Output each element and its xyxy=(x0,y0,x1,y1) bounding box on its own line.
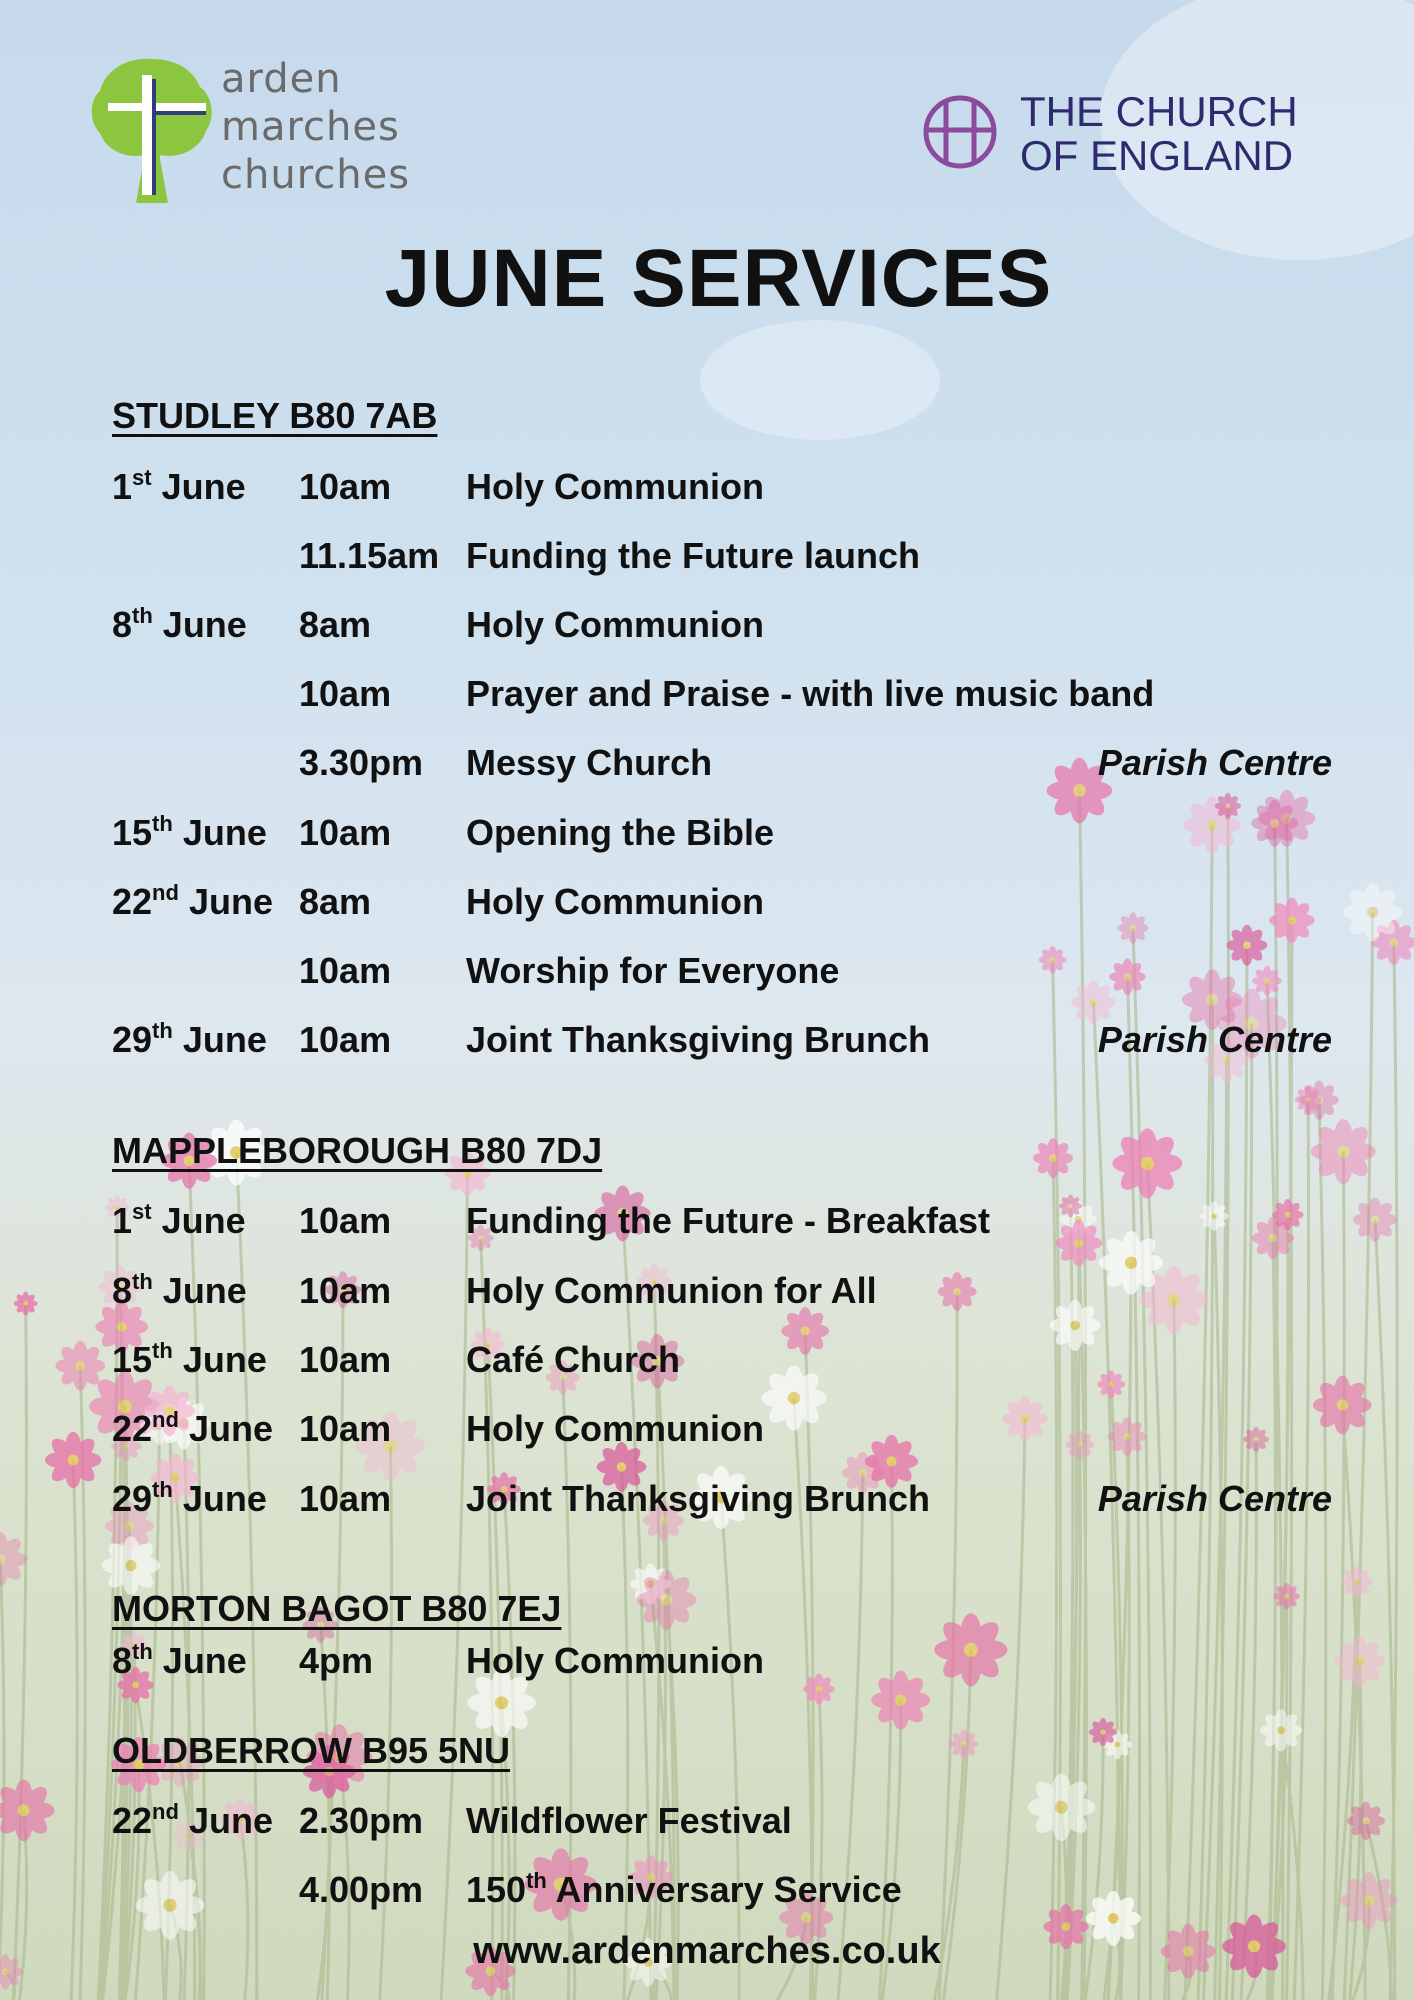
service-time: 10am xyxy=(299,1019,392,1060)
service-date: 29th June xyxy=(112,1018,267,1060)
service-row xyxy=(112,1408,1332,1456)
date-suffix: st xyxy=(132,1199,152,1224)
website-link[interactable]: www.ardenmarches.co.uk xyxy=(473,1930,941,1972)
service-time: 8am xyxy=(299,881,372,922)
service-date: 1st June xyxy=(112,465,246,507)
date-suffix: th xyxy=(132,1639,153,1664)
service-date: 22nd June xyxy=(112,1799,273,1841)
service-time: 3.30pm xyxy=(299,742,424,783)
service-row xyxy=(112,1800,1332,1848)
tree-cross-icon xyxy=(88,55,216,207)
logo-line: churches xyxy=(221,152,411,198)
service-time: 11.15am xyxy=(299,535,440,576)
logo-line: THE CHURCH xyxy=(1020,88,1298,135)
service-row xyxy=(112,1339,1332,1387)
service-row xyxy=(112,1869,1332,1917)
date-suffix: nd xyxy=(152,1407,179,1432)
logo-line: arden xyxy=(221,56,342,102)
service-name: Joint Thanksgiving Brunch xyxy=(466,1019,931,1060)
date-suffix: th xyxy=(152,811,173,836)
service-date: 1st June xyxy=(112,1199,246,1241)
service-name: Holy Communion xyxy=(466,1640,764,1681)
date-suffix: th xyxy=(132,1269,153,1294)
service-name: Holy Communion xyxy=(466,1408,764,1449)
service-date: 8th June xyxy=(112,1269,247,1311)
service-date: 22nd June xyxy=(112,1407,273,1449)
service-time: 2.30pm xyxy=(299,1800,424,1841)
service-time: 10am xyxy=(299,812,392,853)
service-row xyxy=(112,812,1332,860)
service-venue: Parish Centre xyxy=(1097,1478,1332,1519)
service-time: 10am xyxy=(299,1478,392,1519)
service-name: 150th Anniversary Service xyxy=(466,1868,902,1910)
service-name: Opening the Bible xyxy=(466,812,775,853)
church-of-england-wordmark xyxy=(1020,90,1298,178)
church-cross-icon xyxy=(920,92,1000,172)
date-suffix: nd xyxy=(152,1799,179,1824)
date-suffix: th xyxy=(152,1477,173,1502)
service-name: Funding the Future - Breakfast xyxy=(466,1200,991,1241)
arden-marches-wordmark xyxy=(221,55,410,199)
logo-line: OF ENGLAND xyxy=(1020,132,1294,179)
service-time: 10am xyxy=(299,1339,392,1380)
service-name: Worship for Everyone xyxy=(466,950,840,991)
ordinal-suffix: th xyxy=(526,1868,547,1893)
date-suffix: st xyxy=(132,465,152,490)
service-time: 4.00pm xyxy=(299,1869,424,1910)
service-time: 10am xyxy=(299,950,392,991)
date-suffix: nd xyxy=(152,880,179,905)
service-name: Messy Church xyxy=(466,742,713,783)
service-name: Wildflower Festival xyxy=(466,1800,792,1841)
service-row xyxy=(112,1019,1332,1067)
service-row xyxy=(112,535,1332,583)
service-name: Holy Communion xyxy=(466,604,764,645)
service-row xyxy=(112,673,1332,721)
service-date: 8th June xyxy=(112,1639,247,1681)
section-heading: OLDBERROW B95 5NU xyxy=(112,1730,511,1771)
service-time: 4pm xyxy=(299,1640,374,1681)
section-heading: MORTON BAGOT B80 7EJ xyxy=(112,1588,562,1629)
service-time: 10am xyxy=(299,1408,392,1449)
service-name: Holy Communion for All xyxy=(466,1270,877,1311)
service-time: 10am xyxy=(299,1200,392,1241)
service-date: 8th June xyxy=(112,603,247,645)
service-name: Prayer and Praise - with live music band xyxy=(466,673,1155,714)
page-title: JUNE SERVICES xyxy=(384,233,1053,324)
church-of-england-logo xyxy=(920,90,1340,180)
section-heading: STUDLEY B80 7AB xyxy=(112,395,438,436)
arden-marches-logo xyxy=(88,55,468,215)
logo-line: marches xyxy=(221,104,400,150)
service-name: Holy Communion xyxy=(466,881,764,922)
service-row xyxy=(112,1640,1332,1688)
service-time: 10am xyxy=(299,1270,392,1311)
service-time: 10am xyxy=(299,466,392,507)
date-suffix: th xyxy=(152,1018,173,1043)
section-heading: MAPPLEBOROUGH B80 7DJ xyxy=(112,1130,603,1171)
date-suffix: th xyxy=(132,603,153,628)
service-row xyxy=(112,742,1332,790)
service-row xyxy=(112,1270,1332,1318)
service-date: 22nd June xyxy=(112,880,273,922)
service-venue: Parish Centre xyxy=(1097,1019,1332,1060)
service-row xyxy=(112,1200,1332,1248)
date-suffix: th xyxy=(152,1338,173,1363)
service-date: 15th June xyxy=(112,811,267,853)
service-name: Funding the Future launch xyxy=(466,535,920,576)
service-name: Joint Thanksgiving Brunch xyxy=(466,1478,931,1519)
service-time: 8am xyxy=(299,604,372,645)
service-date: 29th June xyxy=(112,1477,267,1519)
service-date: 15th June xyxy=(112,1338,267,1380)
service-venue: Parish Centre xyxy=(1097,742,1332,783)
service-row xyxy=(112,466,1332,514)
service-name: Café Church xyxy=(466,1339,681,1380)
service-row xyxy=(112,950,1332,998)
service-row xyxy=(112,1478,1332,1526)
service-row xyxy=(112,881,1332,929)
service-row xyxy=(112,604,1332,652)
service-name: Holy Communion xyxy=(466,466,764,507)
service-time: 10am xyxy=(299,673,392,714)
